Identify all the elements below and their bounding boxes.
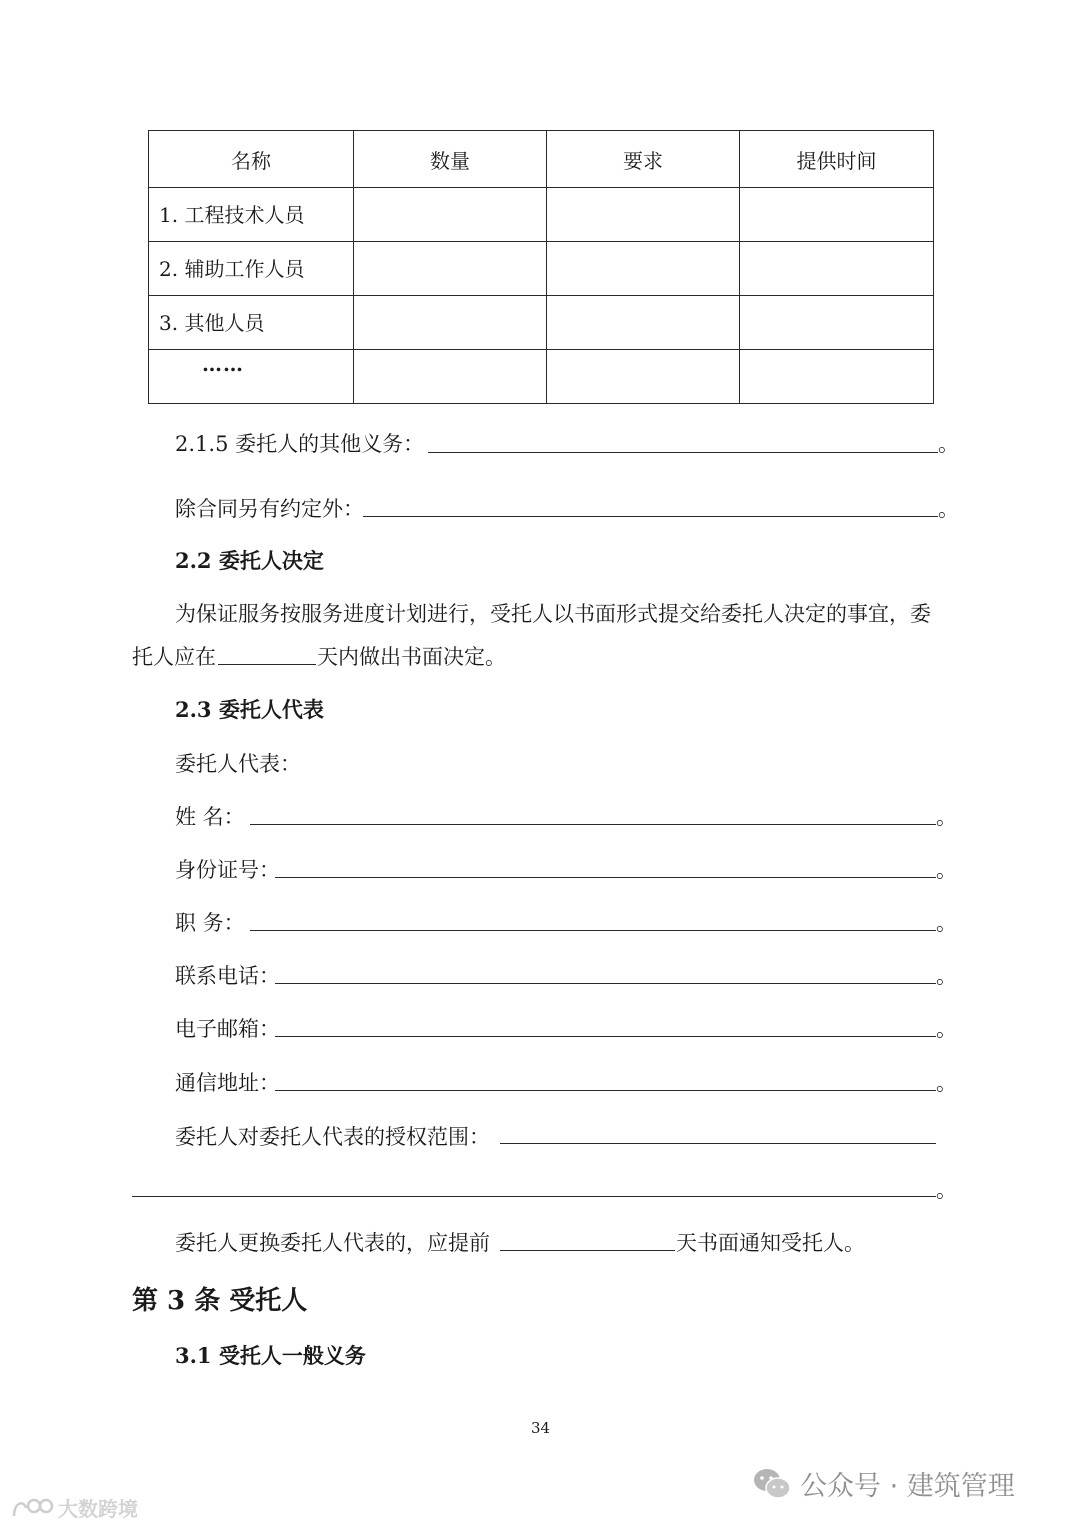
page-number: 34 xyxy=(531,1419,551,1437)
auth-scope-blank-2 xyxy=(132,1196,936,1197)
table-row xyxy=(149,296,934,350)
table-header-cell: 提供时间 xyxy=(740,131,934,188)
table-row xyxy=(149,188,934,242)
table-cell xyxy=(740,296,934,350)
replace-rep-post: 天书面通知受托人。 xyxy=(676,1231,865,1255)
other-duties-blank xyxy=(428,452,938,453)
section-3-1-title: 3.1 受托人一般义务 xyxy=(175,1343,366,1368)
auth-scope-label: 委托人对委托人代表的授权范围： xyxy=(175,1125,490,1149)
table-header-row xyxy=(149,131,934,188)
replace-days-blank xyxy=(500,1250,675,1251)
decision-days-blank xyxy=(218,664,316,665)
except-label: 除合同另有约定外： xyxy=(175,497,364,521)
field-id-blank xyxy=(275,877,936,878)
except-end: 。 xyxy=(938,497,959,521)
field-address-label: 通信地址： xyxy=(175,1071,280,1095)
table-cell-name: 1. 工程技术人员 xyxy=(149,188,354,242)
field-address-blank xyxy=(275,1090,936,1091)
section-2-2-line2-pre: 托人应在 xyxy=(132,645,216,669)
field-name-blank xyxy=(250,824,936,825)
table-cell xyxy=(740,188,934,242)
brand-watermark xyxy=(10,1493,138,1522)
table-cell xyxy=(354,242,547,296)
table-row xyxy=(149,242,934,296)
wechat-watermark-text: 公众号 · 建筑管理 xyxy=(800,1471,1015,1502)
other-duties-end: 。 xyxy=(938,432,959,456)
table-header-cell: 名称 xyxy=(149,131,354,188)
table-row xyxy=(149,350,934,404)
other-duties-label: 2.1.5 委托人的其他义务： xyxy=(175,432,425,456)
wechat-watermark xyxy=(752,1464,1015,1503)
field-id-label: 身份证号： xyxy=(175,858,280,882)
field-email-label: 电子邮箱： xyxy=(175,1017,280,1041)
field-phone-label: 联系电话： xyxy=(175,964,280,988)
replace-rep-pre: 委托人更换委托人代表的，应提前 xyxy=(175,1231,490,1255)
field-end: 。 xyxy=(936,911,957,935)
chapter-3-title: 第 3 条 受托人 xyxy=(132,1286,308,1316)
table-cell xyxy=(354,188,547,242)
field-end: 。 xyxy=(936,964,957,988)
table-cell-ellipsis: …… xyxy=(149,350,354,404)
brand-watermark-text: 大数跨境 xyxy=(58,1497,138,1521)
personnel-table xyxy=(148,130,934,404)
table-cell xyxy=(354,296,547,350)
table-cell xyxy=(740,350,934,404)
auth-scope-end: 。 xyxy=(936,1178,957,1202)
table-cell-name: 3. 其他人员 xyxy=(149,296,354,350)
field-phone-blank xyxy=(275,983,936,984)
field-end: 。 xyxy=(936,858,957,882)
section-2-2-line1: 为保证服务按服务进度计划进行，受托人以书面形式提交给委托人决定的事宜，委 xyxy=(175,602,931,626)
table-header-cell: 要求 xyxy=(547,131,740,188)
table-header-cell: 数量 xyxy=(354,131,547,188)
field-title-label: 职 务： xyxy=(175,911,245,935)
table-cell xyxy=(547,296,740,350)
field-title-blank xyxy=(250,930,936,931)
field-email-blank xyxy=(275,1036,936,1037)
table-cell xyxy=(740,242,934,296)
field-end: 。 xyxy=(936,1017,957,1041)
table-cell xyxy=(547,188,740,242)
table-cell-name: 2. 辅助工作人员 xyxy=(149,242,354,296)
auth-scope-blank-1 xyxy=(500,1143,936,1144)
except-blank xyxy=(363,516,938,517)
wechat-icon xyxy=(752,1467,792,1501)
field-end: 。 xyxy=(936,805,957,829)
section-2-2-line2-post: 天内做出书面决定。 xyxy=(317,645,506,669)
table-cell xyxy=(547,242,740,296)
brand-logo-icon xyxy=(10,1496,54,1520)
section-2-3-title: 2.3 委托人代表 xyxy=(175,697,324,722)
table-cell xyxy=(547,350,740,404)
field-name-label: 姓 名： xyxy=(175,805,245,829)
table-cell xyxy=(354,350,547,404)
field-end: 。 xyxy=(936,1071,957,1095)
section-2-2-title: 2.2 委托人决定 xyxy=(175,548,324,573)
rep-label: 委托人代表： xyxy=(175,752,301,776)
